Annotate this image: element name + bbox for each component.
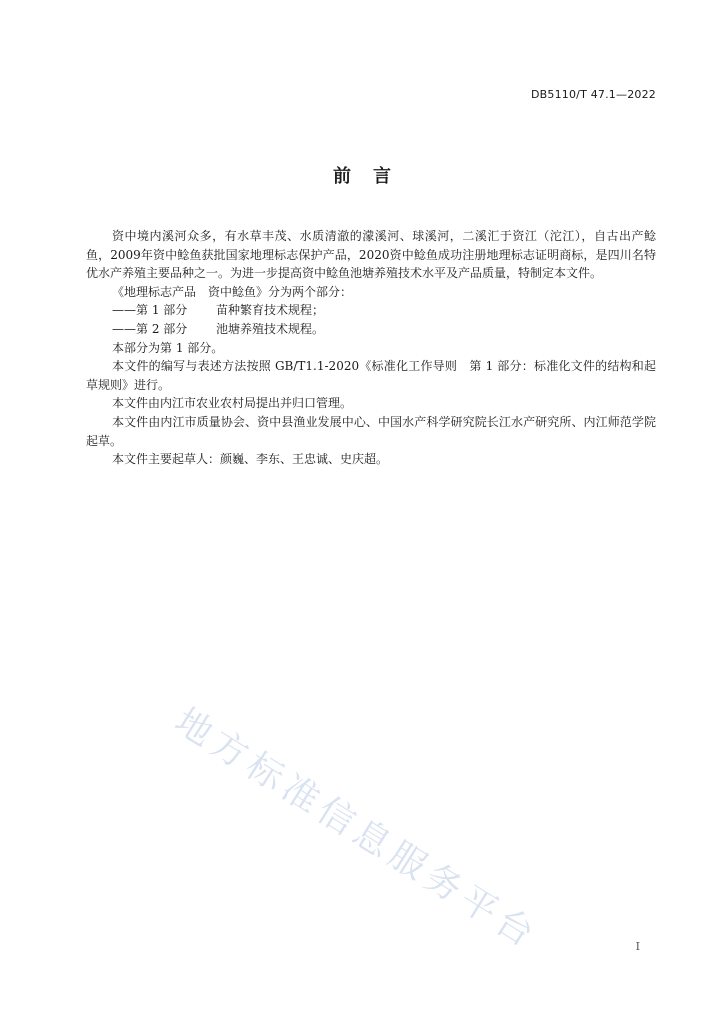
part2-label: ——第 2 部分 [112,321,188,336]
list-item-part2 [86,320,656,339]
document-code: DB5110/T 47.1—2022 [530,88,656,101]
foreword-body [86,227,656,469]
watermark: 地方标准信息服务平台 [167,700,546,959]
paragraph-drafting-rules: 本文件的编写与表述方法按照 GB/T1.1-2020《标准化工作导则 第 1 部分：标准化文件的结构和起草规则》进行。 [86,359,656,392]
part2-text: 池塘养殖技术规程。 [216,321,325,336]
paragraph-intro: 资中境内溪河众多，有水草丰茂、水质清澈的濛溪河、球溪河，二溪汇于资江（沱江），自古出产鲶鱼，2009年资中鲶鱼获批国家地理标志保护产品，2020资中鲶鱼成功注册地理标志证明商标，是四川名特优水产养殖主要品种之一。为进一步提高资中鲶鱼池塘养殖技术水平及产品质量，特制定本文件。 [86,229,656,281]
part1-text: 苗种繁育技术规程； [216,303,325,318]
list-item-part1 [86,301,656,320]
paragraph-drafting-units: 本文件由内江市质量协会、资中县渔业发展中心、中国水产科学研究院长江水产研究所、内江师范学院起草。 [86,414,656,448]
paragraph-parts: 《地理标志产品 资中鲶鱼》分为两个部分： [112,284,353,299]
paragraph-this-part: 本部分为第 1 部分。 [112,340,224,355]
paragraph-drafters: 本文件主要起草人：颜巍、李东、王忠诚、史庆超。 [112,452,389,467]
paragraph-proposer: 本文件由内江市农业农村局提出并归口管理。 [112,396,353,411]
page-number: I [635,940,640,953]
part1-label: ——第 1 部分 [112,303,188,318]
page-title: 前言 [333,166,413,187]
